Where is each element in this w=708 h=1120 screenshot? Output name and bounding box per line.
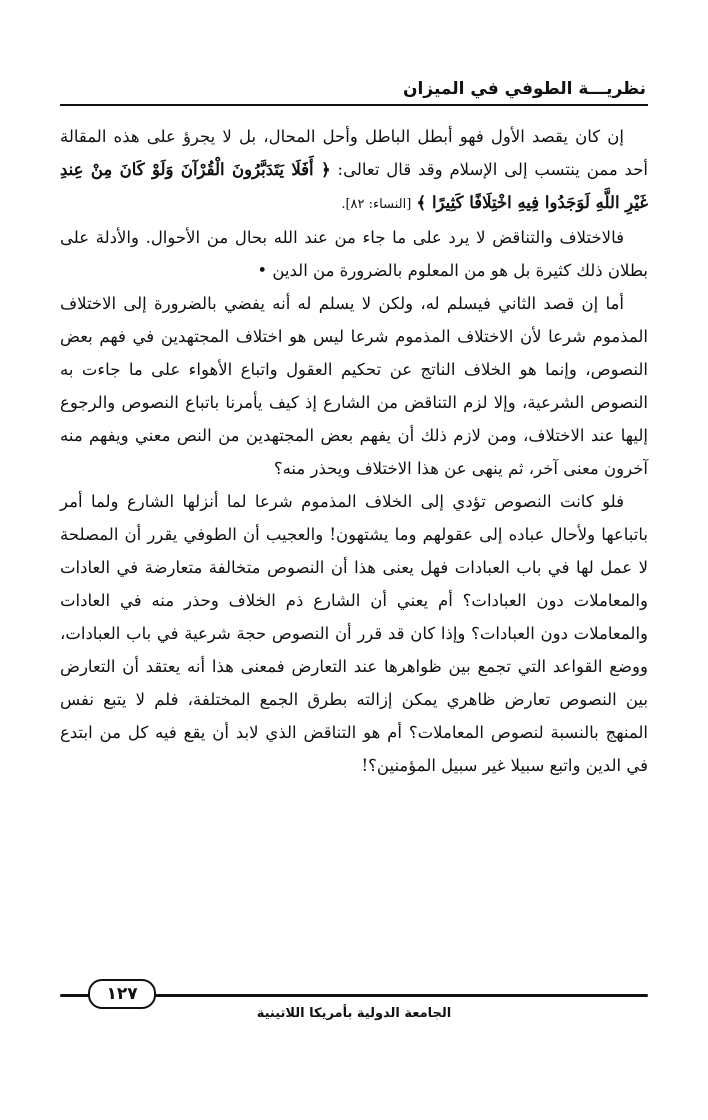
paragraph-1-text: إن كان يقصد الأول فهو أبطل الباطل وأحل المحال، بل لا يجرؤ على هذه المقالة أحد ممن ينتسب إلى الإسلام وقد قال تعالى: <box>60 127 648 179</box>
header-rule <box>60 104 648 106</box>
header-title: نظريـــة الطوفي في الميزان <box>403 79 646 99</box>
page-footer <box>60 978 648 1021</box>
page-body <box>60 120 648 915</box>
running-header <box>386 78 646 100</box>
page-number: ١٢٧ <box>88 979 156 1009</box>
paragraph-2: فالاختلاف والتناقض لا يرد على ما جاء من عند الله بحال من الأحوال. والأدلة على بطلان ذلك كثيرة بل هو من المعلوم بالضرورة من الدين • <box>60 228 648 280</box>
paragraph-1 <box>60 120 648 221</box>
quran-verse: ﴿ أَفَلَا يَتَدَبَّرُونَ الْقُرْآنَ وَلَوْ كَانَ مِنْ عِندِ غَيْرِ اللَّهِ لَوَجَدُوا فِيهِ اخْتِلَافًا كَثِيرًا ﴾ <box>60 160 648 212</box>
paragraph-3: أما إن قصد الثاني فيسلم له، ولكن لا يسلم له أنه يفضي بالضرورة إلى الاختلاف المذموم شرعا لأن الاختلاف المذموم شرعا ليس هو اختلاف المجتهدين في فهم بعض النصوص، وإنما هو الخلاف الناتج عن تحكيم العقول واتباع الأهواء على ما جاءت به النصوص الشرعية، وإلا لزم التناقض من الشارع إذ كيف يأمرنا باتباع النصوص والرجوع إليها عند الاختلاف، ومن لازم ذلك أن يفهم بعض المجتهدين من النص معني ويفهم منه آخرون معنى آخر، ثم ينهى عن هذا الاختلاف ويحذر منه؟ <box>60 294 648 478</box>
verse-citation: [النساء: ٨٢]. <box>341 197 412 212</box>
publisher-name: الجامعة الدولية بأمريكا اللاتينية <box>256 1006 452 1021</box>
paragraph-4: فلو كانت النصوص تؤدي إلى الخلاف المذموم شرعا لما أنزلها الشارع ولما أمر باتباعها ولأحال عباده إلى عقولهم وما يشتهون! والعجيب أن الطوفي يقرر أن المصلحة لا عمل لها في باب العبادات فهل يعنى هذا أن النصوص متخالفة متعارضة في العادات والمعاملات دون العبادات؟ أم يعني أن الشارع ذم الخلاف وحذر منه في العادات والمعاملات دون العبادات؟ وإذا كان قد قرر أن النصوص حجة شرعية في باب العبادات، ووضع القواعد التي تجمع بين ظواهرها عند التعارض فمعنى هذا أنه يعتقد أن التعارض بين النصوص تعارض ظاهري يمكن إزالته بطرق الجمع المختلفة، فلم لا يتبع نفس المنهج بالنسبة لنصوص المعاملات؟ أم هو التناقض الذي لابد أن يقع فيه كل من ابتدع في الدين واتبع سبيلا غير سبيل المؤمنين؟! <box>60 492 648 775</box>
